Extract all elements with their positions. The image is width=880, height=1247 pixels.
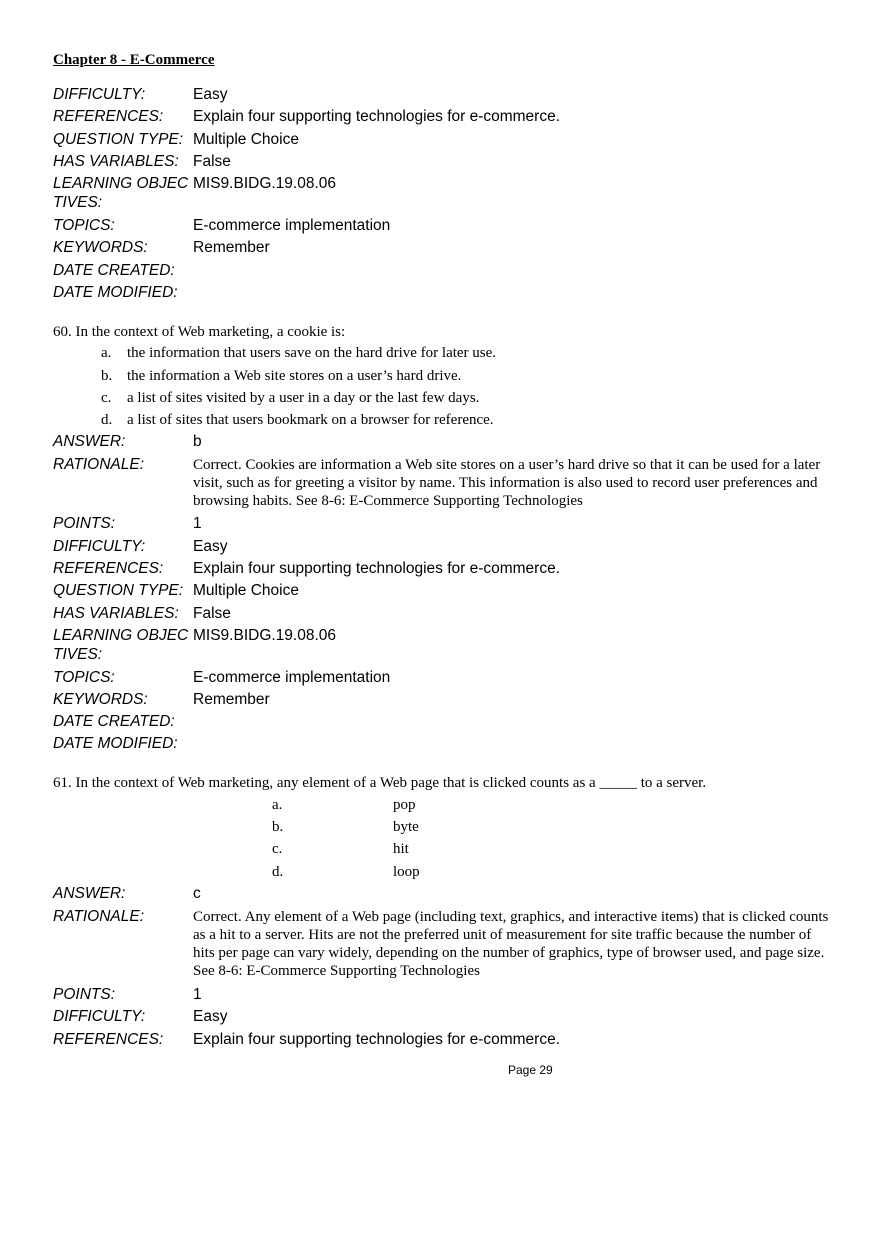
answer-value: b (193, 433, 202, 450)
meta-value: 1 (193, 515, 202, 532)
meta-value: MIS9.BIDG.19.08.06 (193, 627, 337, 644)
meta-label: DATE CREATED: (53, 262, 175, 279)
answer-label: ANSWER: (53, 433, 126, 450)
option-letter: d. (272, 864, 284, 880)
meta-value: Explain four supporting technologies for e-commerce. (193, 108, 561, 125)
option-letter: a. (101, 345, 112, 361)
meta-value: 1 (193, 986, 202, 1003)
meta-label: LEARNING OBJEC (53, 175, 189, 192)
meta-label: DATE CREATED: (53, 713, 175, 730)
rationale-text: Correct. Any element of a Web page (including text, graphics, and interactive items) that is clicked counts as a hit to a server. Hits are not the preferred unit of measurement for site traffic because the number of hits per page can vary widely, depending on the number of graphics, type of browser used, and page size. See 8-6: E-Commerce Supporting Technologies (193, 909, 829, 979)
rationale-text: Correct. Cookies are information a Web site stores on a user’s hard drive so that it can be used for a later visit, such as for greeting a visitor by name. This information is also used to record user preferences and browsing habits. See 8-6: E-Commerce Supporting Technologies (193, 457, 821, 509)
meta-label: REFERENCES: (53, 1031, 164, 1048)
meta-value: Multiple Choice (193, 131, 299, 148)
meta-label-continued: TIVES: (53, 194, 103, 211)
chapter-heading: Chapter 8 - E-Commerce (53, 52, 215, 68)
option-text: hit (393, 841, 409, 857)
meta-value: Easy (193, 86, 228, 103)
question-text: 60. In the context of Web marketing, a cookie is: (53, 324, 346, 340)
meta-value: False (193, 153, 231, 170)
meta-label: LEARNING OBJEC (53, 627, 189, 644)
meta-label: POINTS: (53, 986, 116, 1003)
meta-label-continued: TIVES: (53, 646, 103, 663)
meta-value: Easy (193, 1008, 228, 1025)
option-text: a list of sites visited by a user in a day or the last few days. (127, 390, 480, 406)
option-letter: c. (101, 390, 112, 406)
meta-value: Remember (193, 691, 270, 708)
meta-label: KEYWORDS: (53, 239, 148, 256)
option-text: pop (393, 797, 416, 813)
option-letter: b. (101, 368, 113, 384)
meta-value: Remember (193, 239, 270, 256)
meta-value: Explain four supporting technologies for e-commerce. (193, 560, 561, 577)
meta-label: REFERENCES: (53, 560, 164, 577)
option-letter: a. (272, 797, 283, 813)
meta-value: Multiple Choice (193, 582, 299, 599)
answer-value: c (193, 885, 201, 902)
meta-label: HAS VARIABLES: (53, 605, 179, 622)
meta-label: QUESTION TYPE: (53, 131, 184, 148)
meta-label: DATE MODIFIED: (53, 284, 178, 301)
meta-label: DATE MODIFIED: (53, 735, 178, 752)
meta-value: Explain four supporting technologies for e-commerce. (193, 1031, 561, 1048)
meta-label: QUESTION TYPE: (53, 582, 184, 599)
question-text: 61. In the context of Web marketing, any element of a Web page that is clicked counts as a _____ to a server. (53, 775, 707, 791)
meta-label: KEYWORDS: (53, 691, 148, 708)
meta-label: DIFFICULTY: (53, 86, 146, 103)
rationale-label: RATIONALE: (53, 456, 145, 473)
option-text: loop (393, 864, 420, 880)
meta-label: REFERENCES: (53, 108, 164, 125)
meta-value: E-commerce implementation (193, 669, 391, 686)
meta-label: DIFFICULTY: (53, 1008, 146, 1025)
meta-label: TOPICS: (53, 669, 115, 686)
meta-label: POINTS: (53, 515, 116, 532)
meta-value: Easy (193, 538, 228, 555)
rationale-label: RATIONALE: (53, 908, 145, 925)
answer-label: ANSWER: (53, 885, 126, 902)
page-number: Page 29 (508, 1063, 553, 1077)
meta-label: TOPICS: (53, 217, 115, 234)
meta-value: E-commerce implementation (193, 217, 391, 234)
option-text: the information that users save on the hard drive for later use. (127, 345, 497, 361)
meta-value: MIS9.BIDG.19.08.06 (193, 175, 337, 192)
option-text: byte (393, 819, 419, 835)
option-text: the information a Web site stores on a user’s hard drive. (127, 368, 462, 384)
option-letter: b. (272, 819, 284, 835)
option-letter: d. (101, 412, 113, 428)
meta-label: HAS VARIABLES: (53, 153, 179, 170)
meta-value: False (193, 605, 231, 622)
meta-label: DIFFICULTY: (53, 538, 146, 555)
option-letter: c. (272, 841, 283, 857)
option-text: a list of sites that users bookmark on a browser for reference. (127, 412, 494, 428)
